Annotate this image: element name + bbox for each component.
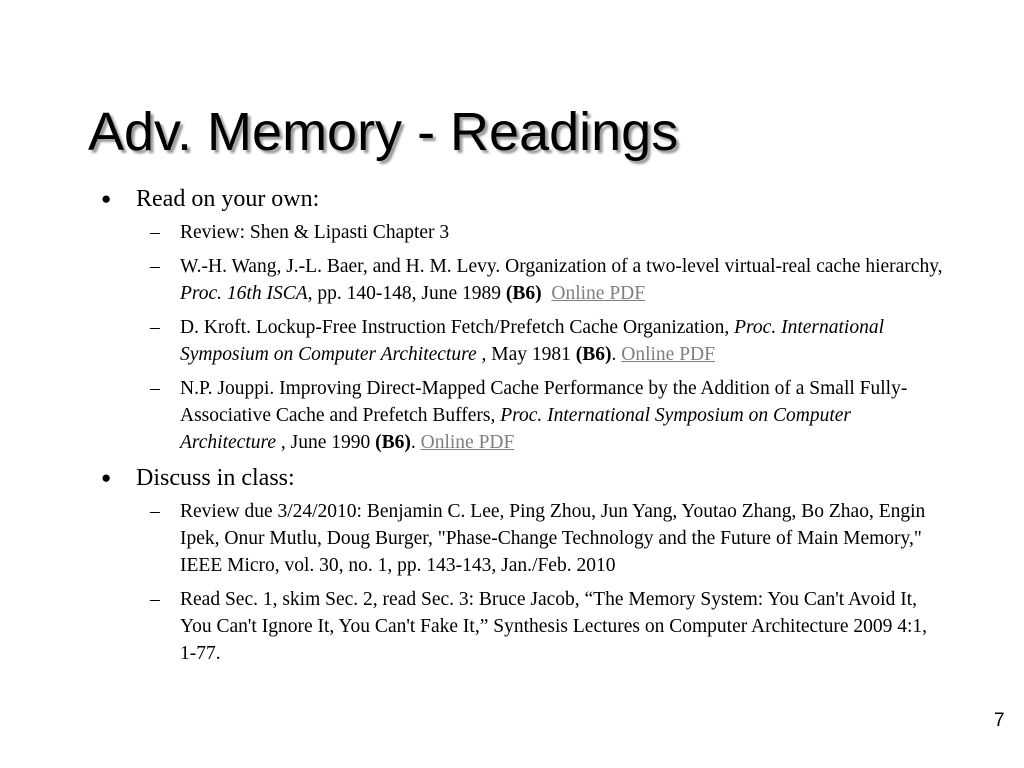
dash-icon: – <box>150 222 160 243</box>
dash-icon: – <box>150 317 160 338</box>
bullet-read-on-your-own <box>96 184 946 214</box>
bullet-icon: ● <box>101 468 112 487</box>
reading-item: – D. Kroft. Lockup-Free Instruction Fetch/Prefetch Cache Organization, Proc. International Symposium on Computer Architecture , May 1981 (B6). Online PDF <box>180 314 946 368</box>
reading-venue: Proc. International Symposium on Computer Architecture <box>180 317 884 365</box>
slide-title: Adv. Memory - Readings <box>88 102 679 162</box>
dash-icon: – <box>150 589 160 610</box>
bullet-discuss-in-class <box>96 463 946 493</box>
bullet-heading: Read on your own: <box>136 186 320 212</box>
reading-venue: Proc. International Symposium on Computer Architecture <box>180 405 851 453</box>
page-number: 7 <box>994 710 1005 731</box>
online-pdf-link[interactable]: Online PDF <box>621 344 715 365</box>
reading-text: W.-H. Wang, J.-L. Baer, and H. M. Levy. Organization of a two-level virtual-real cache hierarchy, <box>180 256 943 277</box>
reading-text: D. Kroft. Lockup-Free Instruction Fetch/Prefetch Cache Organization, <box>180 317 735 338</box>
dash-icon: – <box>150 256 160 277</box>
reading-text: Review due 3/24/2010: Benjamin C. Lee, Ping Zhou, Jun Yang, Youtao Zhang, Bo Zhao, Engin Ipek, Onur Mutlu, Doug Burger, "Phase-Change Technology and the Future of Main Memory," IEEE Micro, vol. 30, no. 1, pp. 143-143, Jan./Feb. 2010 <box>180 501 926 576</box>
reading-details: , June 1990 <box>276 432 376 453</box>
reading-details: pp. 140-148, June 1989 <box>312 283 506 304</box>
reading-details: , May 1981 <box>476 344 576 365</box>
dash-icon: – <box>150 378 160 399</box>
dash-icon: – <box>150 501 160 522</box>
reading-tag: (B6) <box>375 432 411 453</box>
reading-item <box>150 498 946 579</box>
online-pdf-link[interactable]: Online PDF <box>551 283 646 304</box>
reading-text: N.P. Jouppi. Improving Direct-Mapped Cache Performance by the Addition of a Small Fully-Associative Cache and Prefetch Buffers, <box>180 378 908 426</box>
reading-item <box>150 253 946 307</box>
bullet-heading: Discuss in class: <box>136 465 295 491</box>
reading-venue: Proc. 16th ISCA, <box>180 283 313 304</box>
reading-tag: (B6) <box>505 283 542 304</box>
reading-item <box>150 586 946 667</box>
online-pdf-link[interactable]: Online PDF <box>420 432 515 453</box>
slide-body <box>96 184 946 674</box>
reading-text: Review: Shen & Lipasti Chapter 3 <box>180 222 450 243</box>
bullet-icon: ● <box>101 189 112 208</box>
reading-text: Read Sec. 1, skim Sec. 2, read Sec. 3: Bruce Jacob, “The Memory System: You Can't Avoid It, You Can't Ignore It, You Can't Fake It,” Synthesis Lectures on Computer Architecture 2009 4:1, 1-77. <box>180 589 928 664</box>
reading-tag: (B6) <box>575 344 612 365</box>
reading-item <box>150 219 946 246</box>
reading-item: – N.P. Jouppi. Improving Direct-Mapped Cache Performance by the Addition of a Small Fully-Associative Cache and Prefetch Buffers, Proc. International Symposium on Computer Architecture , June 1990 (B6). Online PDF <box>180 375 946 456</box>
